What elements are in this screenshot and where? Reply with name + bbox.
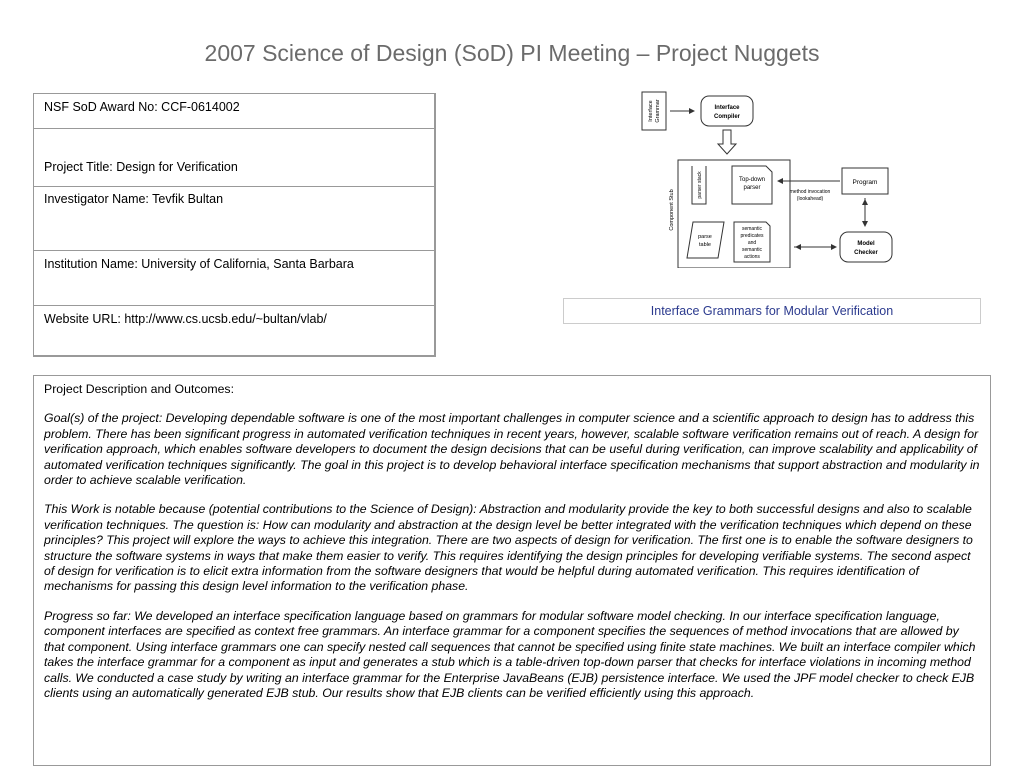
project-title-row (34, 129, 434, 187)
semantic-label-3: and (747, 240, 757, 246)
project-description (33, 375, 991, 766)
semantic-label-2: predicates (740, 233, 764, 239)
method-invocation-label-1: method invocation (789, 189, 831, 195)
generate-arrow (718, 130, 736, 154)
method-invocation-label-2: (lookahead) (796, 196, 824, 202)
top-down-parser-label-1: Top-down (738, 177, 766, 183)
project-info-table (33, 93, 436, 357)
model-checker-box (840, 232, 892, 262)
institution-row (34, 251, 434, 306)
semantic-label-1: semantic (741, 226, 763, 232)
model-checker-label-2: Checker (854, 250, 878, 256)
component-stub-label: Component Stub (669, 189, 675, 231)
interface-grammar-label-2: Grammar (655, 99, 661, 123)
award-row (34, 94, 434, 129)
interface-grammar-box (642, 92, 666, 130)
interface-compiler-label-2: Compiler (713, 114, 741, 120)
top-down-parser-label-2: parser (743, 185, 761, 191)
institution-name: Institution Name: University of California, Santa Barbara (44, 257, 354, 271)
website-url: Website URL: http://www.cs.ucsb.edu/~bultan/vlab/ (44, 312, 327, 326)
goal-paragraph: Goal(s) of the project: Developing dependable software is one of the most important challenges in computer science and a scientific approach to design has to address this problem. There has been significant progress in automated verification techniques in recent years, however, scalable software verification remains out of reach. A design for verification approach, which enables software developers to document the design decisions that can be useful during verification, can improve scalability and applicability of automated verification techniques significantly. The goal in this project is to develop behavioral interface specification mechanisms that support abstraction and modularity in order to achieve scalable verification. (44, 411, 980, 488)
model-checker-label-1: Model (857, 241, 875, 247)
description-heading: Project Description and Outcomes: (44, 382, 235, 396)
parser-stack-label: parser stack (697, 171, 703, 199)
interface-compiler-box (701, 96, 753, 126)
parse-table-label-2: table (699, 242, 711, 248)
parse-table-shape (687, 222, 724, 258)
website-row (34, 306, 434, 356)
parse-table-label-1: parse (698, 234, 712, 240)
semantic-label-4: semantic (741, 247, 763, 253)
investigator-row (34, 187, 434, 251)
diagram-caption: Interface Grammars for Modular Verification (563, 298, 981, 324)
project-title: Project Title: Design for Verification (44, 160, 238, 174)
award-number: NSF SoD Award No: CCF-0614002 (44, 100, 240, 114)
semantic-label-5: actions (744, 254, 760, 260)
notable-paragraph: This Work is notable because (potential contributions to the Science of Design): Abstraction and modularity provide the key to both successful designs and also to scalable verification techniques. The question is: How can modularity and abstraction at the design level be better integrated with the verification techniques which depend on these principles? This project will explore the ways to achieve this integration. There are two aspects of design for verification. The first one is to enable the software designers to structure the software systems in ways that make them easier to verify. This requires identifying the design principles for developing verifiable systems. The second aspect of design for verification is to elicit extra information from the software designers that would be helpful during automated verification. This requires identification of mechanisms for passing this design level information to the verification phase. (44, 502, 973, 594)
interface-compiler-label-1: Interface (714, 105, 740, 111)
interface-grammar-label-1: Interface (648, 100, 654, 122)
page-title: 2007 Science of Design (SoD) PI Meeting – Project Nuggets (204, 40, 820, 66)
investigator-name: Investigator Name: Tevfik Bultan (44, 192, 224, 206)
program-label: Program (852, 179, 878, 186)
interface-grammar-diagram (636, 88, 898, 268)
progress-paragraph: Progress so far: We developed an interface specification language based on grammars for modular software model checking. In our interface specification language, component interfaces are specified as context free grammars. An interface grammar for a component specifies the sequences of method invocations that are allowed by that component. Using interface grammars one can specify nested call sequences that cannot be specified using finite state machines. We built an interface compiler which takes the interface grammar for a component as input and generates a stub which is a table-driven top-down parser that checks for interface violations in incoming method calls. We conducted a case study by writing an interface grammar for the Enterprise JavaBeans (EJB) persistence interface. We used the JPF model checker to check EJB clients using an automatically generated EJB stub. Our results show that EJB clients can be verified efficiently using this approach. (44, 608, 976, 700)
